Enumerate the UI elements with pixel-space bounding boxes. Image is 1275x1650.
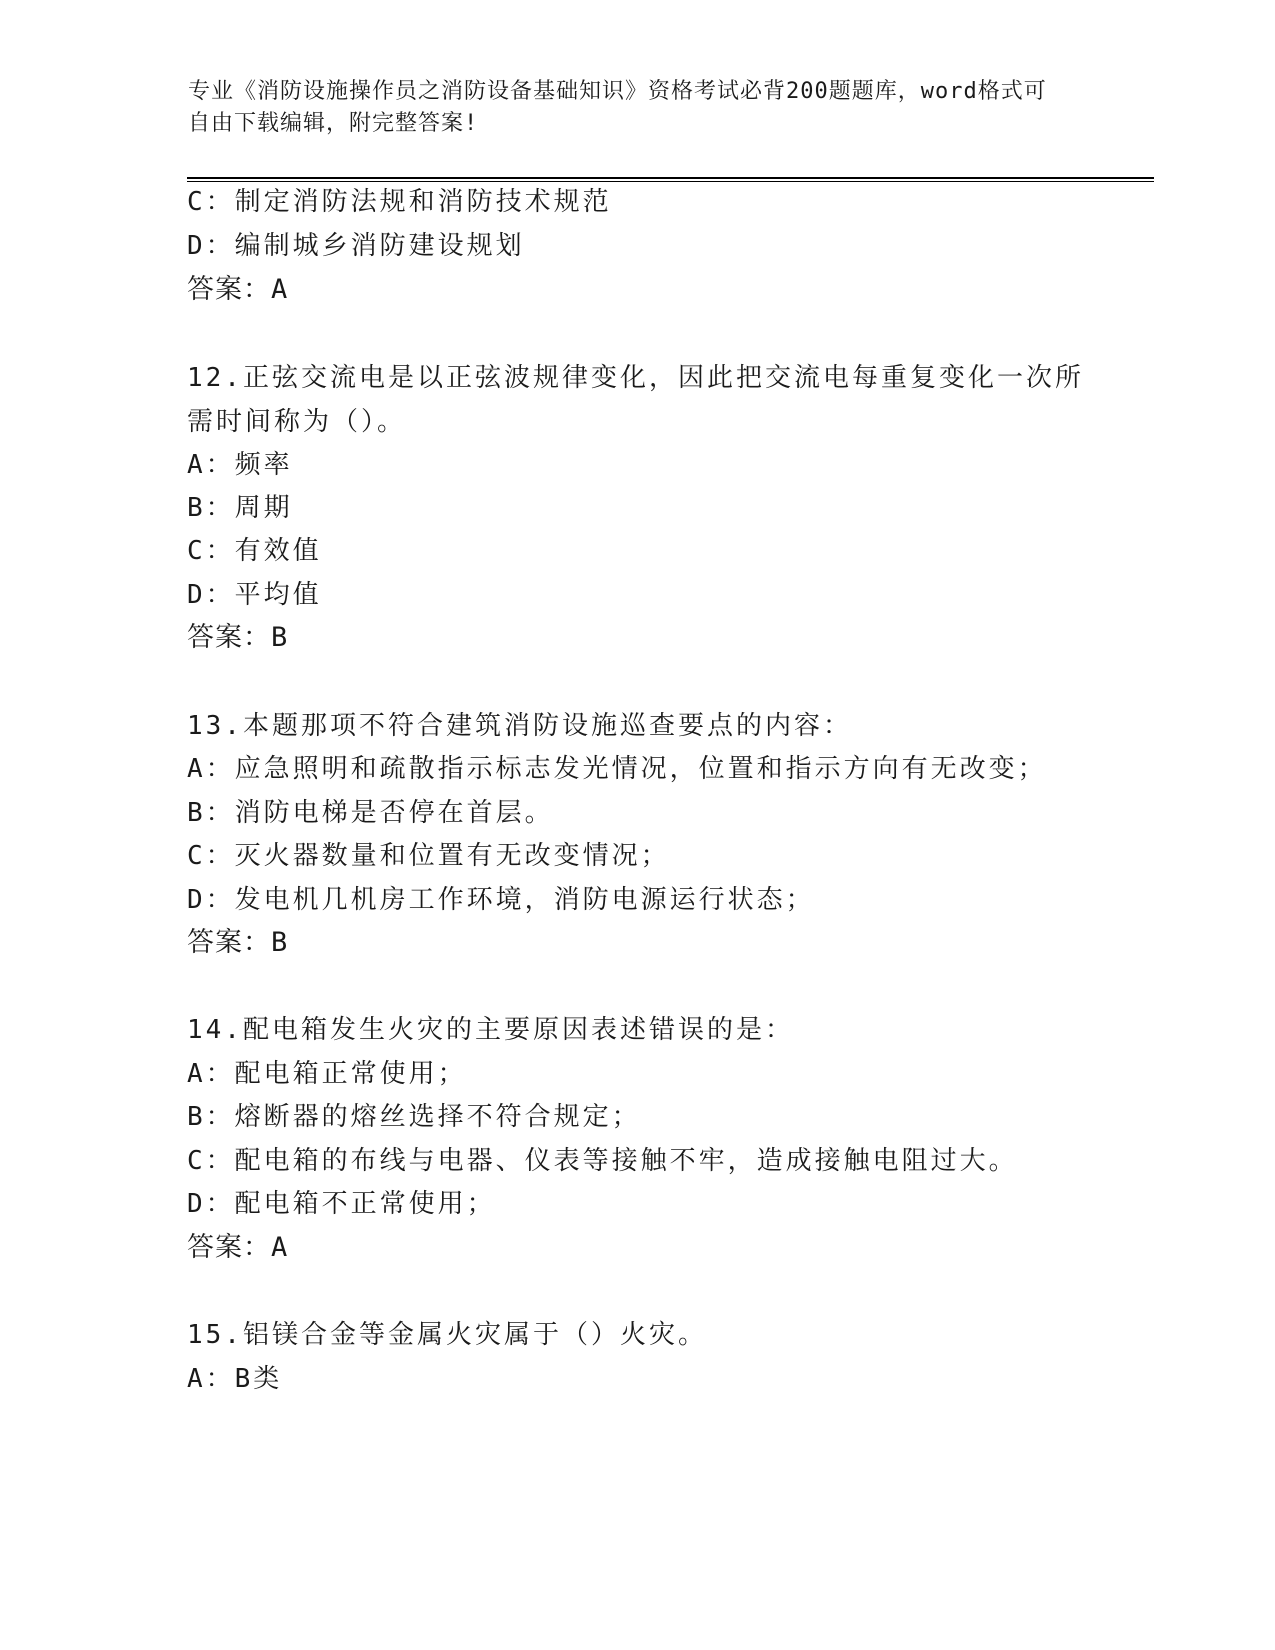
option-a: A：应急照明和疏散指示标志发光情况，位置和指示方向有无改变；: [187, 754, 1047, 784]
option-a: A：频率: [187, 450, 293, 480]
answer: 答案：B: [187, 622, 289, 653]
question-13: 13.本题那项不符合建筑消防设施巡查要点的内容：: [187, 711, 852, 741]
header-divider-thin: [187, 181, 1154, 182]
option-c: C：配电箱的布线与电器、仪表等接触不牢，造成接触电阻过大。: [187, 1146, 1018, 1176]
option-d: D：发电机几机房工作环境，消防电源运行状态；: [187, 885, 815, 915]
question-15: 15.铝镁合金等金属火灾属于（）火灾。: [187, 1320, 707, 1350]
option-a: A：配电箱正常使用；: [187, 1059, 467, 1089]
option-c: C：有效值: [187, 536, 322, 566]
header-divider: [187, 177, 1154, 179]
option-d: D：编制城乡消防建设规划: [187, 231, 525, 261]
option-b: B：熔断器的熔丝选择不符合规定；: [187, 1102, 641, 1132]
question-12-cont: 需时间称为（）。: [187, 407, 407, 437]
option-d: D：配电箱不正常使用；: [187, 1189, 496, 1219]
option-b: B：周期: [187, 493, 293, 523]
question-12: 12.正弦交流电是以正弦波规律变化，因此把交流电每重复变化一次所: [187, 363, 1084, 393]
option-c: C：制定消防法规和消防技术规范: [187, 187, 612, 217]
answer: 答案：B: [187, 927, 289, 958]
option-d: D：平均值: [187, 580, 322, 610]
option-b: B：消防电梯是否停在首层。: [187, 798, 554, 828]
question-14: 14.配电箱发生火灾的主要原因表述错误的是：: [187, 1015, 794, 1045]
option-c: C：灭火器数量和位置有无改变情况；: [187, 841, 670, 871]
answer: 答案：A: [187, 274, 289, 305]
document-header: 专业《消防设施操作员之消防设备基础知识》资格考试必背200题题库，word格式可自由下载编辑，附完整答案!: [188, 79, 1047, 136]
answer: 答案：A: [187, 1232, 289, 1263]
option-a: A：B类: [187, 1364, 283, 1394]
